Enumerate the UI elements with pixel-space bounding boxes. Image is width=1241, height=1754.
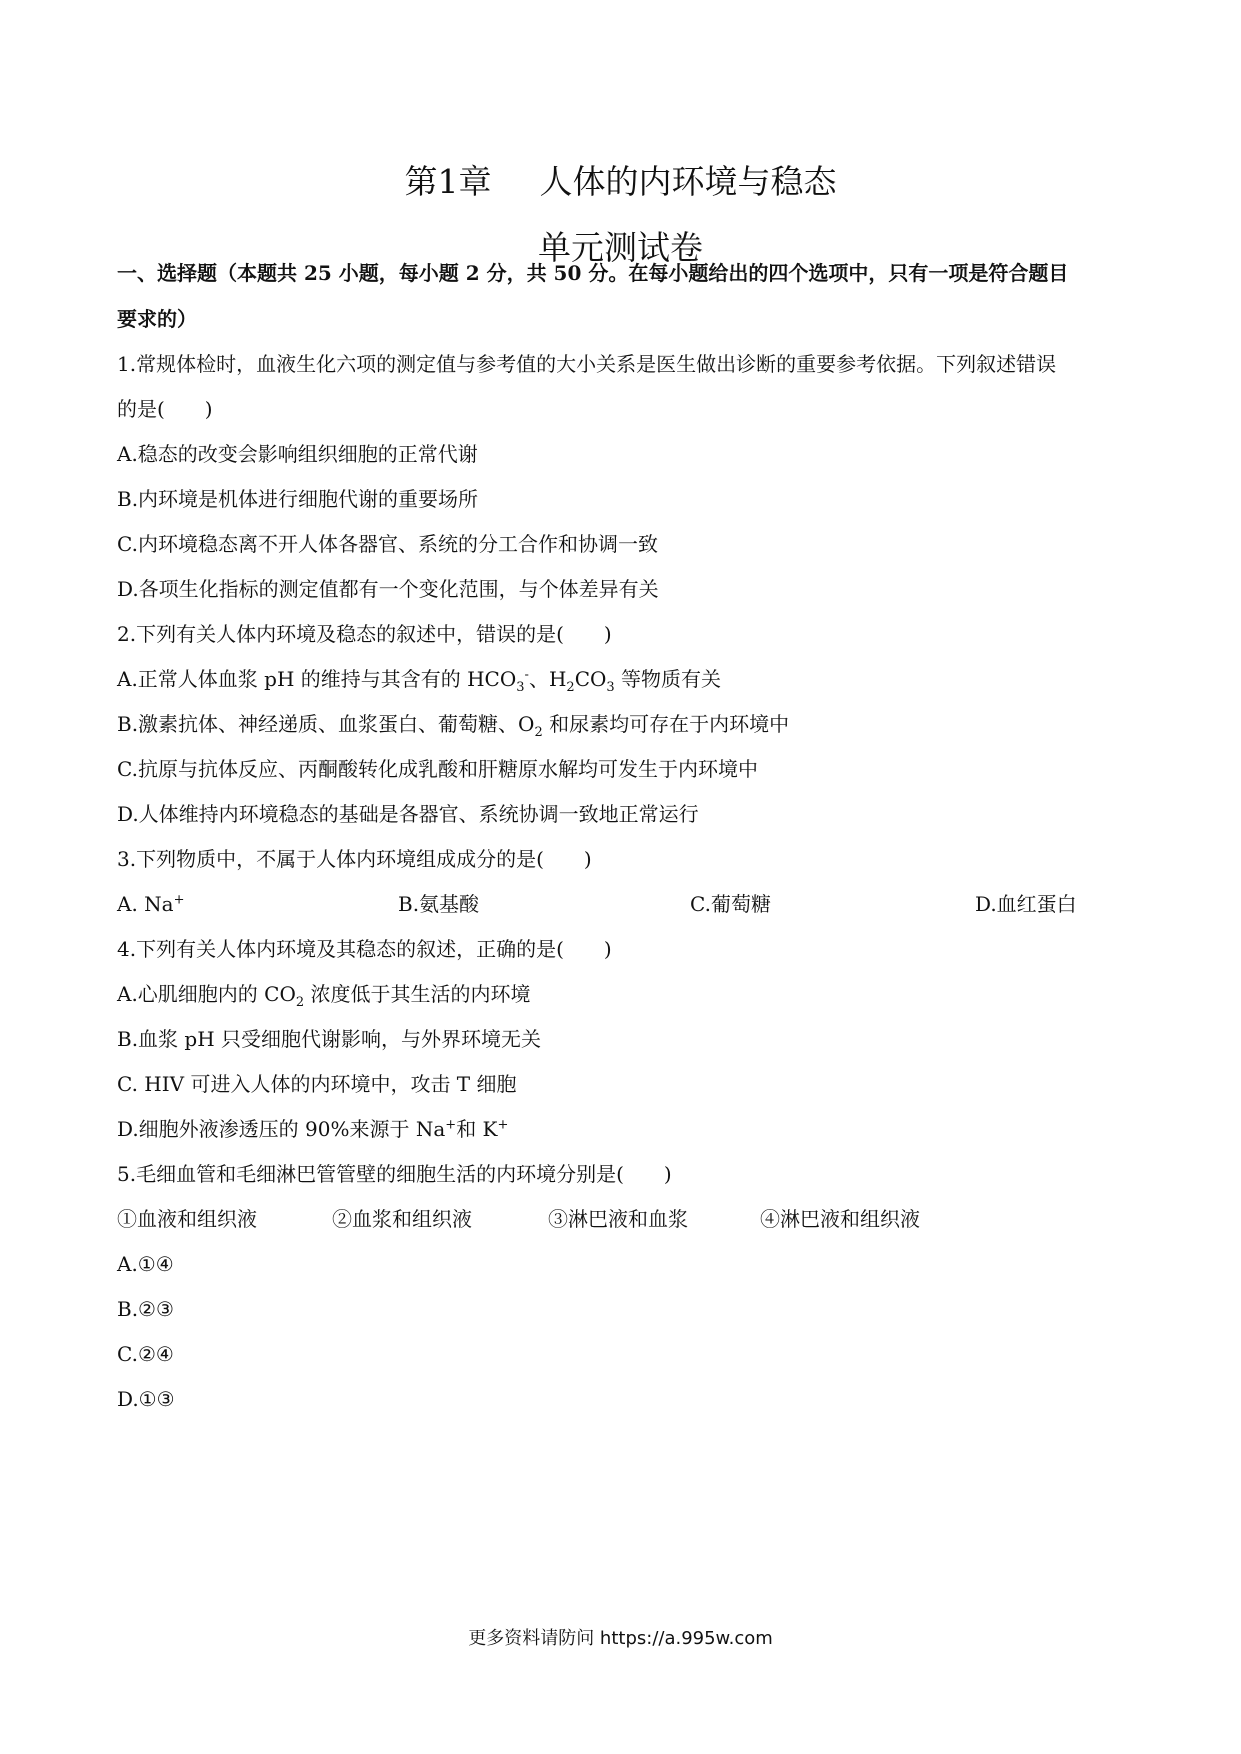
q1-option-a: A.稳态的改变会影响组织细胞的正常代谢 bbox=[117, 442, 478, 466]
q4-option-a: A.心肌细胞内的 $CO_2$ 浓度低于其生活的内环境 bbox=[117, 982, 531, 1010]
q5-item-1: ①血液和组织液 bbox=[117, 1207, 257, 1231]
q2-option-a: A.正常人体血浆 pH 的维持与其含有的 $HCO_3^-$、$H_2CO_3$ 等物质有关 bbox=[117, 667, 722, 695]
section-heading-line2: 要求的） bbox=[117, 307, 197, 331]
q5-item-4: ④淋巴液和组织液 bbox=[760, 1207, 920, 1231]
q5-option-c: C.②④ bbox=[117, 1342, 174, 1366]
q2-option-c: C.抗原与抗体反应、丙酮酸转化成乳酸和肝糖原水解均可发生于内环境中 bbox=[117, 757, 758, 781]
chapter-title bbox=[0, 162, 1241, 202]
q3-option-a: A. Na+ bbox=[117, 892, 185, 916]
q5-option-a: A.①④ bbox=[117, 1252, 174, 1276]
q1-option-b: B.内环境是机体进行细胞代谢的重要场所 bbox=[117, 487, 479, 511]
q1-stem-line2: 的是( ) bbox=[117, 397, 213, 421]
q2-option-d: D.人体维持内环境稳态的基础是各器官、系统协调一致地正常运行 bbox=[117, 802, 699, 826]
q5-item-3: ③淋巴液和血浆 bbox=[548, 1207, 688, 1231]
chapter-topic: 人体的内环境与稳态 bbox=[539, 162, 837, 201]
q1-option-c: C.内环境稳态离不开人体各器官、系统的分工合作和协调一致 bbox=[117, 532, 658, 556]
q4-option-c: C. HIV 可进入人体的内环境中，攻击 T 细胞 bbox=[117, 1072, 517, 1096]
q2-option-b: B.激素抗体、神经递质、血浆蛋白、葡萄糖、$O_2$ 和尿素均可存在于内环境中 bbox=[117, 712, 790, 740]
footer-link[interactable]: 更多资料请防问 https://a.995w.com bbox=[468, 1628, 773, 1649]
q3-option-c: C.葡萄糖 bbox=[690, 892, 771, 916]
section-heading-line1: 一、选择题（本题共 25 小题，每小题 2 分，共 50 分。在每小题给出的四个选项中，只有一项是符合题目 bbox=[117, 261, 1069, 285]
q5-option-d: D.①③ bbox=[117, 1387, 175, 1411]
q5-option-b: B.②③ bbox=[117, 1297, 174, 1321]
q3-option-d: D.血红蛋白 bbox=[975, 892, 1077, 916]
q4-option-b: B.血浆 pH 只受细胞代谢影响，与外界环境无关 bbox=[117, 1027, 542, 1051]
test-subtitle: 单元测试卷 bbox=[538, 228, 703, 267]
q3-stem: 3.下列物质中，不属于人体内环境组成成分的是( ) bbox=[117, 847, 592, 871]
chapter-number: 第1章 bbox=[404, 162, 492, 201]
q4-stem: 4.下列有关人体内环境及其稳态的叙述，正确的是( ) bbox=[117, 937, 612, 961]
q4-option-d: D.细胞外液渗透压的 90%来源于 Na+和 K+ bbox=[117, 1117, 509, 1141]
q2-stem: 2.下列有关人体内环境及稳态的叙述中，错误的是( ) bbox=[117, 622, 612, 646]
q5-item-2: ②血浆和组织液 bbox=[332, 1207, 472, 1231]
q1-stem-line1: 1.常规体检时，血液生化六项的测定值与参考值的大小关系是医生做出诊断的重要参考依据。下列叙述错误 bbox=[117, 352, 1057, 376]
q5-stem: 5.毛细血管和毛细淋巴管管壁的细胞生活的内环境分别是( ) bbox=[117, 1162, 672, 1186]
q3-option-b: B.氨基酸 bbox=[398, 892, 480, 916]
q1-option-d: D.各项生化指标的测定值都有一个变化范围，与个体差异有关 bbox=[117, 577, 659, 601]
